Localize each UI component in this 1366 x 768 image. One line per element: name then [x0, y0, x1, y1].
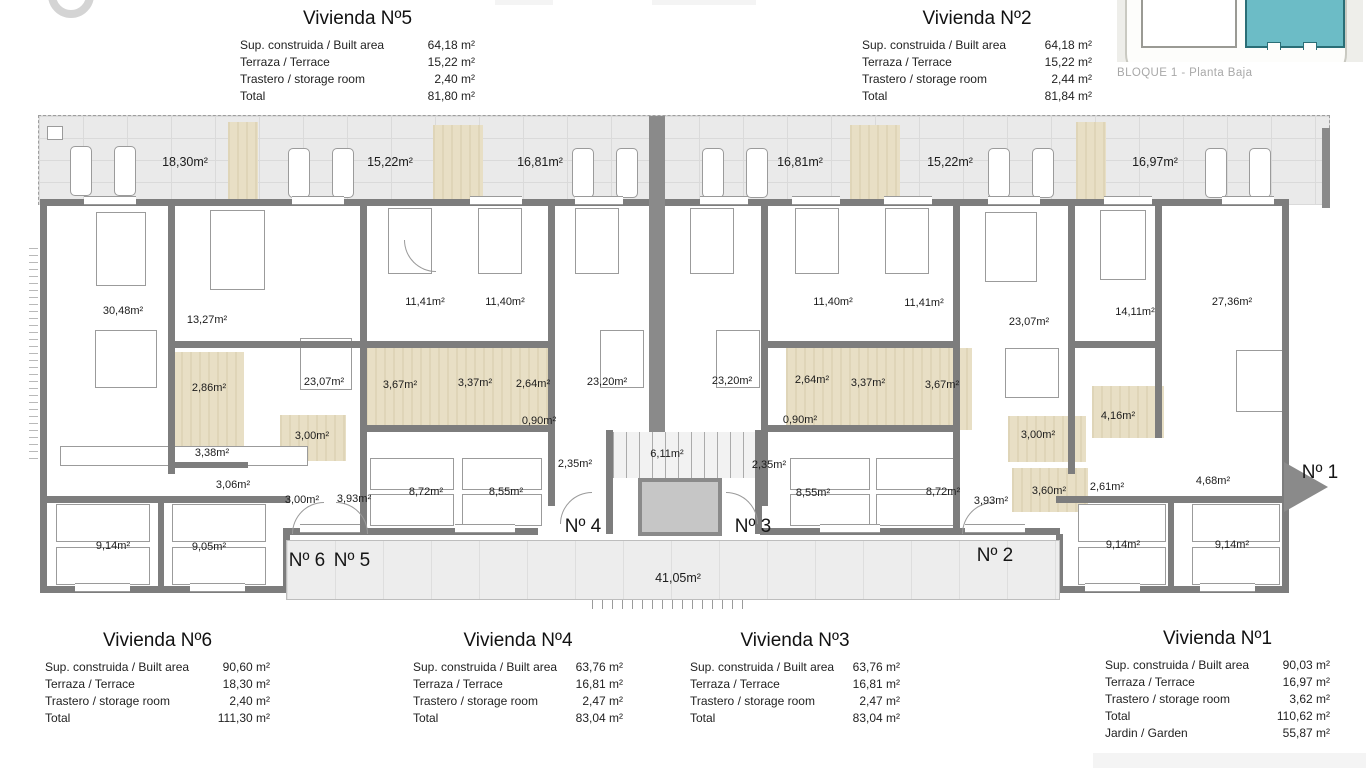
wall: [768, 341, 960, 348]
room-area-label: 9,05m²: [191, 541, 227, 553]
vivienda-title: Vivienda Nº4: [463, 630, 573, 651]
room-area-label: 3,37m²: [850, 377, 886, 389]
bed: [790, 458, 870, 490]
room-area-label: 11,41m²: [405, 296, 445, 308]
window: [700, 196, 748, 205]
spec-row-value: 83,04 m²: [575, 711, 623, 725]
dining-table: [95, 330, 157, 388]
wall: [360, 206, 367, 528]
room-area-label: 16,81m²: [777, 155, 823, 169]
room-area-label: 16,81m²: [517, 155, 563, 169]
spec-row-value: 16,81 m²: [575, 677, 623, 691]
spec-row-label: Total: [240, 89, 266, 103]
window: [1200, 583, 1255, 592]
wall: [168, 462, 248, 468]
bed: [1078, 504, 1166, 542]
room-area-label: 2,86m²: [191, 382, 227, 394]
spec-row-label: Terraza / Terrace: [413, 677, 503, 691]
spec-row-label: Terraza / Terrace: [690, 677, 780, 691]
room-area-label: 4,68m²: [1195, 475, 1231, 487]
window: [1085, 583, 1140, 592]
spec-row-label: Trastero / storage room: [413, 694, 538, 708]
spec-row-label: Sup. construida / Built area: [413, 660, 558, 674]
spec-row-value: 2,40 m²: [229, 694, 270, 708]
spec-row-value: 15,22 m²: [427, 55, 475, 69]
bed: [56, 504, 150, 542]
room-area-label: 15,22m²: [927, 155, 973, 169]
sofa: [985, 212, 1037, 282]
dining-table: [1236, 350, 1284, 412]
spec-row-value: 83,04 m²: [852, 711, 900, 725]
wall: [953, 206, 960, 528]
room-area-label: 8,72m²: [408, 486, 444, 498]
window: [84, 196, 136, 205]
room-area-label: 11,40m²: [813, 296, 853, 308]
room-area-label: 3,00m²: [294, 430, 330, 442]
room-area-label: 9,14m²: [1214, 539, 1250, 551]
room-area-label: 11,40m²: [485, 296, 525, 308]
lounger: [572, 148, 594, 198]
bed: [1192, 547, 1280, 585]
bed: [795, 208, 839, 274]
elevator: [638, 478, 722, 536]
lounger: [288, 148, 310, 198]
walkway-steps: [592, 600, 744, 609]
bed: [56, 547, 150, 585]
window: [575, 196, 623, 205]
window: [190, 583, 245, 592]
room-area-label: 14,11m²: [1115, 306, 1155, 318]
room-area-label: 41,05m²: [655, 571, 701, 585]
spec-row-label: Total: [413, 711, 439, 725]
storage-room: [1076, 122, 1106, 202]
room-area-label: 3,00m²: [284, 494, 320, 506]
room-area-label: 13,27m²: [186, 314, 228, 326]
storage-room: [228, 122, 258, 202]
room-area-label: 2,61m²: [1089, 481, 1125, 493]
room-area-label: 4,16m²: [1100, 410, 1136, 422]
bed: [575, 208, 619, 274]
vivienda-title: Vivienda Nº2: [922, 8, 1032, 29]
lounger: [702, 148, 724, 198]
wall: [1322, 128, 1330, 208]
lounger: [114, 146, 136, 196]
spec-row-label: Terraza / Terrace: [45, 677, 135, 691]
spec-row-value: 110,62 m²: [1276, 709, 1330, 723]
spec-row-label: Trastero / storage room: [240, 72, 365, 86]
window: [988, 196, 1040, 205]
room-area-label: 18,30m²: [162, 155, 208, 169]
spec-row-value: 81,80 m²: [427, 89, 475, 103]
bed: [210, 210, 265, 290]
window: [820, 524, 880, 533]
wall: [1068, 206, 1075, 474]
left-edge-hatch: [29, 247, 38, 459]
spec-row-value: 81,84 m²: [1044, 89, 1092, 103]
bed: [1100, 210, 1146, 280]
spec-row-value: 2,44 m²: [1051, 72, 1092, 86]
room-area-label: 3,67m²: [924, 379, 960, 391]
window: [792, 196, 840, 205]
room-area-label: 8,72m²: [925, 486, 961, 498]
spec-row-value: 2,47 m²: [859, 694, 900, 708]
spec-row-label: Sup. construida / Built area: [690, 660, 835, 674]
lounger: [332, 148, 354, 198]
spec-row-label: Sup. construida / Built area: [1105, 658, 1250, 672]
entrance-number-label: Nº 3: [734, 516, 772, 537]
spec-row-label: Total: [45, 711, 71, 725]
spec-row-value: 2,40 m²: [434, 72, 475, 86]
room-area-label: 8,55m²: [795, 487, 831, 499]
wall: [168, 206, 175, 474]
lounger: [746, 148, 768, 198]
wall: [168, 341, 367, 348]
room-area-label: 23,20m²: [586, 376, 628, 388]
spec-row-label: Sup. construida / Built area: [240, 38, 385, 52]
room-area-label: 2,64m²: [794, 374, 830, 386]
spec-row-value: 111,30 m²: [217, 711, 270, 725]
room-area-label: 0,90m²: [521, 415, 557, 427]
room-area-label: 11,41m²: [904, 297, 944, 309]
room-area-label: 3,00m²: [1020, 429, 1056, 441]
wall: [1068, 341, 1162, 348]
spec-row-value: 15,22 m²: [1044, 55, 1092, 69]
spec-row-label: Jardin / Garden: [1105, 726, 1188, 740]
bed: [690, 208, 734, 274]
spec-row-value: 3,62 m²: [1289, 692, 1330, 706]
wall: [606, 430, 613, 534]
spec-row-label: Trastero / storage room: [45, 694, 170, 708]
bed: [478, 208, 522, 274]
spec-row-label: Trastero / storage room: [862, 72, 987, 86]
room-area-label: 0,90m²: [782, 414, 818, 426]
spec-row-label: Total: [690, 711, 716, 725]
entrance-number-label: Nº 4: [564, 516, 602, 537]
window: [470, 196, 522, 205]
spec-row-label: Trastero / storage room: [690, 694, 815, 708]
storage-room: [850, 125, 900, 201]
window: [1104, 196, 1152, 205]
spec-row-label: Total: [1105, 709, 1131, 723]
spec-row-label: Sup. construida / Built area: [862, 38, 1007, 52]
vivienda-title: Vivienda Nº6: [102, 630, 213, 651]
entrance-number-label: Nº 1: [1301, 462, 1339, 483]
central-shaft-wall: [649, 116, 665, 432]
spec-row-label: Terraza / Terrace: [1105, 675, 1195, 689]
wall: [1056, 496, 1289, 503]
spec-row-value: 16,97 m²: [1282, 675, 1330, 689]
bed: [1192, 504, 1280, 542]
bed: [462, 494, 542, 526]
room-area-label: 9,14m²: [1105, 539, 1141, 551]
vivienda-title: Vivienda Nº1: [1162, 628, 1273, 649]
lounger: [70, 146, 92, 196]
furniture: [47, 126, 63, 140]
window: [292, 196, 344, 205]
room-area-label: 30,48m²: [102, 305, 144, 317]
room-area-label: 8,55m²: [488, 486, 524, 498]
room-area-label: 3,67m²: [382, 379, 418, 391]
window: [455, 524, 515, 533]
spec-row-label: Trastero / storage room: [1105, 692, 1230, 706]
wall: [548, 206, 555, 506]
vivienda-title: Vivienda Nº3: [740, 630, 850, 651]
room-area-label: 23,07m²: [303, 376, 345, 388]
room-area-label: 2,64m²: [515, 378, 551, 390]
window: [1222, 196, 1274, 205]
wall: [1282, 199, 1289, 593]
entrance-number-label: Nº 2: [976, 545, 1014, 566]
spec-row-value: 64,18 m²: [1044, 38, 1092, 52]
spec-row-value: 63,76 m²: [575, 660, 623, 674]
staircase: [613, 432, 755, 478]
wall: [768, 425, 960, 432]
room-area-label: 2,35m²: [751, 459, 787, 471]
spec-row-value: 2,47 m²: [582, 694, 623, 708]
bed: [885, 208, 929, 274]
window: [75, 583, 130, 592]
spec-row-value: 16,81 m²: [852, 677, 900, 691]
bed: [876, 494, 960, 526]
bed: [172, 504, 266, 542]
bed: [96, 212, 146, 286]
room-area-label: 3,93m²: [973, 495, 1009, 507]
room-area-label: 3,38m²: [194, 447, 230, 459]
room-area-label: 16,97m²: [1132, 155, 1178, 169]
wall: [1155, 206, 1162, 438]
site-map-caption: BLOQUE 1 - Planta Baja: [1117, 67, 1253, 79]
window: [884, 196, 932, 205]
room-area-label: 3,06m²: [215, 479, 251, 491]
room-area-label: 3,37m²: [457, 377, 493, 389]
spec-row-value: 63,76 m²: [852, 660, 900, 674]
room-area-label: 23,20m²: [711, 375, 753, 387]
entrance-number-label: Nº 5: [333, 550, 371, 571]
spec-row-label: Terraza / Terrace: [862, 55, 952, 69]
lounger: [1032, 148, 1054, 198]
vivienda-title: Vivienda Nº5: [302, 8, 413, 29]
wall: [40, 199, 47, 593]
wall: [1168, 503, 1174, 593]
room-area-label: 9,14m²: [95, 540, 131, 552]
spec-row-label: Terraza / Terrace: [240, 55, 330, 69]
room-area-label: 3,93m²: [336, 493, 372, 505]
spec-row-value: 90,60 m²: [222, 660, 270, 674]
room-area-label: 2,35m²: [557, 458, 593, 470]
room-area-label: 15,22m²: [367, 155, 413, 169]
spec-row-value: 55,87 m²: [1282, 726, 1330, 740]
spec-row-value: 64,18 m²: [427, 38, 475, 52]
front-walkway: [286, 540, 1060, 600]
room-area-label: 23,07m²: [1008, 316, 1050, 328]
spec-row-value: 90,03 m²: [1282, 658, 1330, 672]
lounger: [616, 148, 638, 198]
bed: [370, 494, 454, 526]
lounger: [1205, 148, 1227, 198]
room-area-label: 3,60m²: [1031, 485, 1067, 497]
bed: [1078, 547, 1166, 585]
spec-row-label: Total: [862, 89, 888, 103]
dining-table: [1005, 348, 1059, 398]
lounger: [1249, 148, 1271, 198]
spec-row-label: Sup. construida / Built area: [45, 660, 190, 674]
wall: [367, 341, 555, 348]
storage-room: [433, 125, 483, 201]
wall: [40, 496, 290, 503]
room-area-label: 27,36m²: [1211, 296, 1253, 308]
wall: [158, 503, 164, 593]
spec-row-value: 18,30 m²: [222, 677, 270, 691]
entrance-number-label: Nº 6: [288, 550, 326, 571]
room-area-label: 6,11m²: [650, 448, 684, 460]
lounger: [988, 148, 1010, 198]
